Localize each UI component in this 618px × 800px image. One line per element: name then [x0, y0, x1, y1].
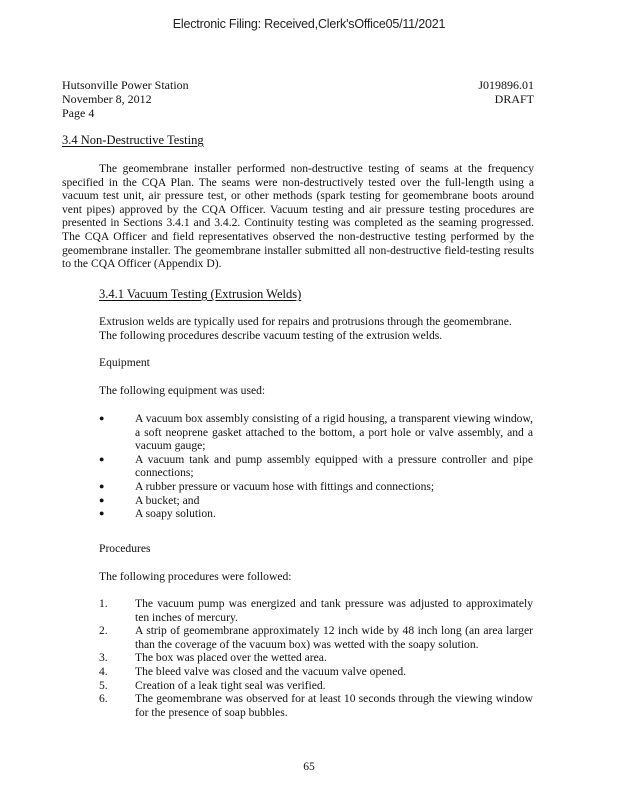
- list-item: ● A rubber pressure or vacuum hose with fittings and connections;: [99, 479, 435, 493]
- section-paragraph: The geomembrane installer performed non-destructive testing of seams at the frequency specified in the CQA Plan. The seams were non-destructively tested over the full-length using a vacuum test unit, air pressure test, or other methods (spark testing for geomembrane boots around vent pipes) approved by the CQA Officer. Vacuum testing and air pressure testing procedures are presented in Sections 3.4.1 and 3.4.2. Continuity testing was completed as the seaming progressed. The CQA Officer and field representatives observed the non-destructive testing performed by the geomembrane installer. The geomembrane installer submitted all non-destructive field-testing results to the CQA Officer (Appendix D).: [62, 162, 534, 271]
- list-item: 6. The geomembrane was observed for at least 10 seconds through the viewing window for the presence of soap bubbles.: [99, 692, 533, 719]
- list-item: 1. The vacuum pump was energized and tank pressure was adjusted to approximately ten inches of mercury.: [99, 597, 533, 624]
- list-item: ● A vacuum box assembly consisting of a rigid housing, a transparent viewing window, a soft neoprene gasket attached to the bottom, a port hole or valve assembly, and a vacuum gauge;: [99, 412, 533, 453]
- subsection-title: 3.4.1 Vacuum Testing (Extrusion Welds): [99, 287, 302, 301]
- equipment-intro: The following equipment was used:: [99, 384, 266, 397]
- page-label: Page 4: [62, 106, 95, 120]
- section-title: 3.4 Non-Destructive Testing: [62, 133, 204, 147]
- header-right: [478, 78, 534, 106]
- header-left: [62, 78, 189, 120]
- report-date: November 8, 2012: [62, 92, 152, 106]
- procedures-intro: The following procedures were followed:: [99, 570, 292, 583]
- procedures-list: [99, 597, 533, 719]
- list-item: 2. A strip of geomembrane approximately 12 inch wide by 48 inch long (an area larger than the coverage of the vacuum box) was wetted with the soapy solution.: [99, 624, 533, 651]
- project-number: J019896.01: [478, 78, 534, 92]
- filing-stamp: Electronic Filing: Received,Clerk'sOffice05/11/2021: [172, 17, 446, 31]
- list-item: ● A soapy solution.: [99, 507, 216, 521]
- equipment-list: [99, 412, 533, 521]
- station-name: Hutsonville Power Station: [62, 78, 189, 92]
- bullet-icon: ●: [99, 413, 105, 423]
- bullet-icon: ●: [99, 494, 105, 505]
- bullet-icon: ●: [99, 480, 105, 491]
- equipment-label: Equipment: [99, 356, 150, 369]
- list-item: 4. The bleed valve was closed and the vacuum valve opened.: [99, 664, 407, 678]
- bullet-icon: ●: [99, 508, 105, 519]
- list-item: ● A vacuum tank and pump assembly equipped with a pressure controller and pipe connections;: [99, 452, 533, 480]
- subsection-paragraph: Extrusion welds are typically used for repairs and protrusions through the geomembrane. The following procedures describe vacuum testing of the extrusion welds.: [99, 315, 512, 342]
- bullet-icon: ●: [99, 453, 105, 464]
- list-item: 3. The box was placed over the wetted area.: [99, 651, 327, 665]
- draft-label: DRAFT: [494, 92, 534, 106]
- list-item: ● A bucket; and: [99, 493, 200, 507]
- procedures-label: Procedures: [99, 542, 151, 555]
- page-number: 65: [303, 760, 315, 773]
- list-item: 5. Creation of a leak tight seal was verified.: [99, 678, 326, 692]
